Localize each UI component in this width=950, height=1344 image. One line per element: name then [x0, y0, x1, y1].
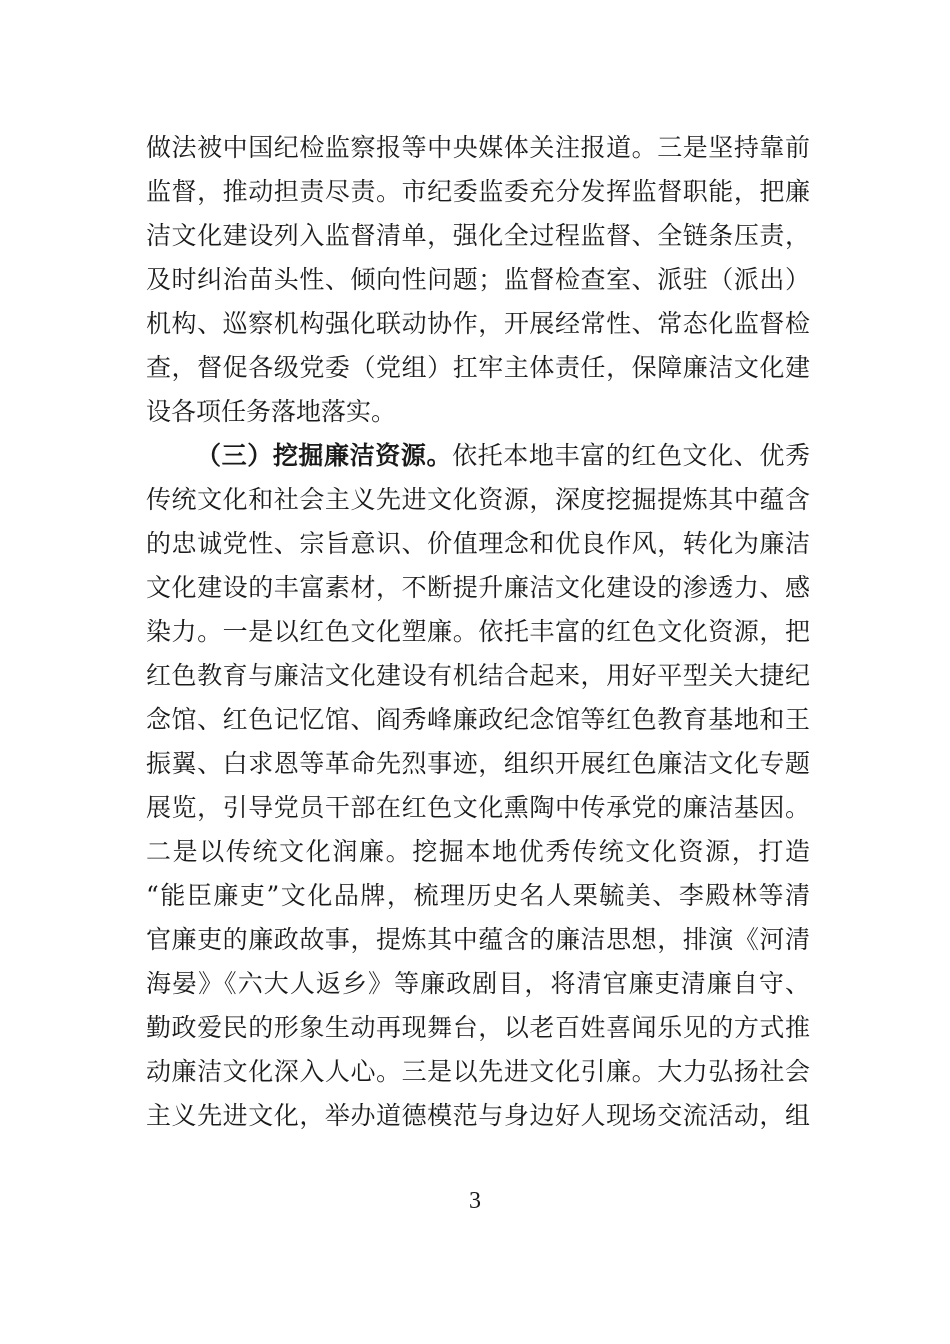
text-line: 展览，引导党员干部在红色文化熏陶中传承党的廉洁基因。: [146, 793, 810, 822]
text-line: 振翼、白求恩等革命先烈事迹，组织开展红色廉洁文化专题: [146, 749, 810, 778]
text-line: 海晏》《六大人返乡》等廉政剧目，将清官廉吏清廉自守、: [146, 969, 810, 998]
text-line: 及时纠治苗头性、倾向性问题；监督检查室、派驻（派出）: [146, 265, 810, 294]
text-line: 查，督促各级党委（党组）扛牢主体责任，保障廉洁文化建: [146, 353, 810, 382]
text-line: 红色教育与廉洁文化建设有机结合起来，用好平型关大捷纪: [146, 661, 810, 690]
text-line: 动廉洁文化深入人心。三是以先进文化引廉。大力弘扬社会: [146, 1057, 810, 1086]
text-line: 勤政爱民的形象生动再现舞台，以老百姓喜闻乐见的方式推: [146, 1013, 810, 1042]
text-line: 文化建设的丰富素材，不断提升廉洁文化建设的渗透力、感: [146, 573, 810, 602]
text-line: 监督，推动担责尽责。市纪委监委充分发挥监督职能，把廉: [146, 177, 810, 206]
page-number: 3: [469, 1188, 481, 1214]
text-line: “能臣廉吏”文化品牌，梳理历史名人栗毓美、李殿林等清: [146, 881, 810, 910]
text-line: 念馆、红色记忆馆、阎秀峰廉政纪念馆等红色教育基地和王: [146, 705, 810, 734]
text-line: 主义先进文化，举办道德模范与身边好人现场交流活动，组: [146, 1101, 810, 1130]
text-line: 的忠诚党性、宗旨意识、价值理念和优良作风，转化为廉洁: [146, 529, 810, 558]
text-line: 染力。一是以红色文化塑廉。依托丰富的红色文化资源，把: [146, 617, 810, 646]
text-line: 机构、巡察机构强化联动协作，开展经常性、常态化监督检: [146, 309, 810, 338]
section-heading: （三）挖掘廉洁资源。: [196, 441, 453, 470]
text-line: 二是以传统文化润廉。挖掘本地优秀传统文化资源，打造: [146, 837, 810, 866]
text-line: 设各项任务落地落实。: [146, 397, 397, 426]
section-heading-line: [146, 434, 810, 478]
text-line: 官廉吏的廉政故事，提炼其中蕴含的廉洁思想，排演《河清: [146, 925, 810, 954]
text-line: 做法被中国纪检监察报等中央媒体关注报道。三是坚持靠前: [146, 133, 810, 162]
section-heading-rest: 依托本地丰富的红色文化、优秀: [452, 441, 810, 470]
text-line: 传统文化和社会主义先进文化资源，深度挖掘提炼其中蕴含: [146, 485, 810, 514]
body-text: [146, 126, 810, 1138]
text-line: 洁文化建设列入监督清单，强化全过程监督、全链条压责，: [146, 221, 810, 250]
